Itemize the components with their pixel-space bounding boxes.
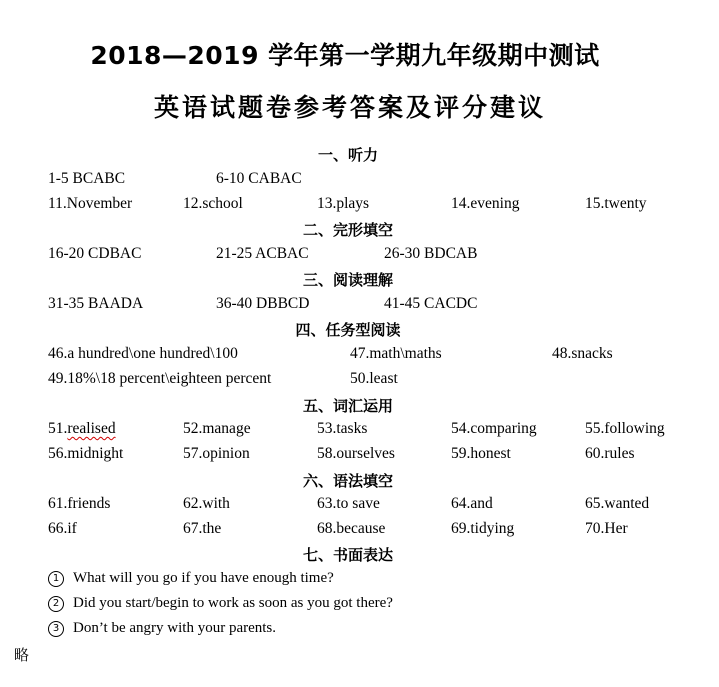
answer-6-10: 6-10 CABAC [216, 170, 302, 187]
answer-64: 64.and [451, 495, 493, 512]
answer-11: 11.November [48, 195, 133, 212]
answer-61: 61.friends [48, 495, 111, 512]
answer-49: 49.18%\18 percent\eighteen percent [48, 370, 272, 387]
circled-number-3: 3 [48, 621, 64, 637]
answer-69: 69.tidying [451, 520, 515, 537]
answer-26-30: 26-30 BDCAB [384, 245, 478, 262]
answer-66: 66.if [48, 520, 77, 537]
answer-52: 52.manage [183, 420, 251, 437]
section-heading-reading: 三、阅读理解 [302, 271, 393, 289]
document-subtitle: 英语试题卷参考答案及评分建议 [153, 93, 546, 122]
answer-15: 15.twenty [585, 195, 647, 212]
answer-62: 62.with [183, 495, 230, 512]
answer-21-25: 21-25 ACBAC [216, 245, 309, 262]
answer-56: 56.midnight [48, 445, 124, 462]
section-heading-task-reading: 四、任务型阅读 [295, 321, 401, 339]
writing-item-3 [48, 620, 276, 637]
answer-12: 12.school [183, 195, 243, 212]
answer-51 [48, 420, 116, 438]
answer-63: 63.to save [317, 495, 380, 512]
circled-number-1: 1 [48, 571, 64, 587]
writing-item-2 [48, 595, 393, 612]
answer-51-number: 51. [48, 420, 68, 437]
section-heading-vocabulary: 五、词汇运用 [302, 397, 393, 415]
answer-59: 59.honest [451, 445, 511, 462]
answer-65: 65.wanted [585, 495, 650, 512]
writing-item-1 [48, 570, 334, 587]
answer-70: 70.Her [585, 520, 628, 537]
section-heading-grammar: 六、语法填空 [302, 472, 393, 490]
writing-item-1-text: What will you go if you have enough time? [73, 570, 334, 586]
answer-46: 46.a hundred\one hundred\100 [48, 345, 238, 362]
answer-50: 50.least [350, 370, 398, 387]
document-title: 2018—2019 学年第一学期九年级期中测试 [90, 41, 600, 70]
writing-item-3-text: Don’t be angry with your parents. [73, 620, 277, 636]
answer-51-word: realised [67, 420, 116, 437]
answer-14: 14.evening [451, 195, 520, 212]
section-heading-cloze: 二、完形填空 [302, 221, 393, 239]
answer-55: 55.following [585, 420, 665, 437]
answer-16-20: 16-20 CDBAC [48, 245, 142, 262]
answer-53: 53.tasks [317, 420, 368, 437]
omitted-note: 略 [14, 646, 30, 664]
circled-number-2: 2 [48, 596, 64, 612]
answer-58: 58.ourselves [317, 445, 395, 462]
answer-57: 57.opinion [183, 445, 250, 462]
answer-41-45: 41-45 CACDC [384, 295, 478, 312]
answer-54: 54.comparing [451, 420, 537, 437]
answer-31-35: 31-35 BAADA [48, 295, 144, 312]
answer-48: 48.snacks [552, 345, 613, 362]
answer-60: 60.rules [585, 445, 635, 462]
answer-36-40: 36-40 DBBCD [216, 295, 310, 312]
answer-1-5: 1-5 BCABC [48, 170, 126, 187]
section-heading-listening: 一、听力 [317, 146, 378, 164]
answer-47: 47.math\maths [350, 345, 442, 362]
writing-item-2-text: Did you start/begin to work as soon as you got there? [73, 595, 393, 611]
section-heading-writing: 七、书面表达 [302, 546, 393, 564]
answer-68: 68.because [317, 520, 386, 537]
answer-13: 13.plays [317, 195, 370, 212]
answer-67: 67.the [183, 520, 222, 537]
